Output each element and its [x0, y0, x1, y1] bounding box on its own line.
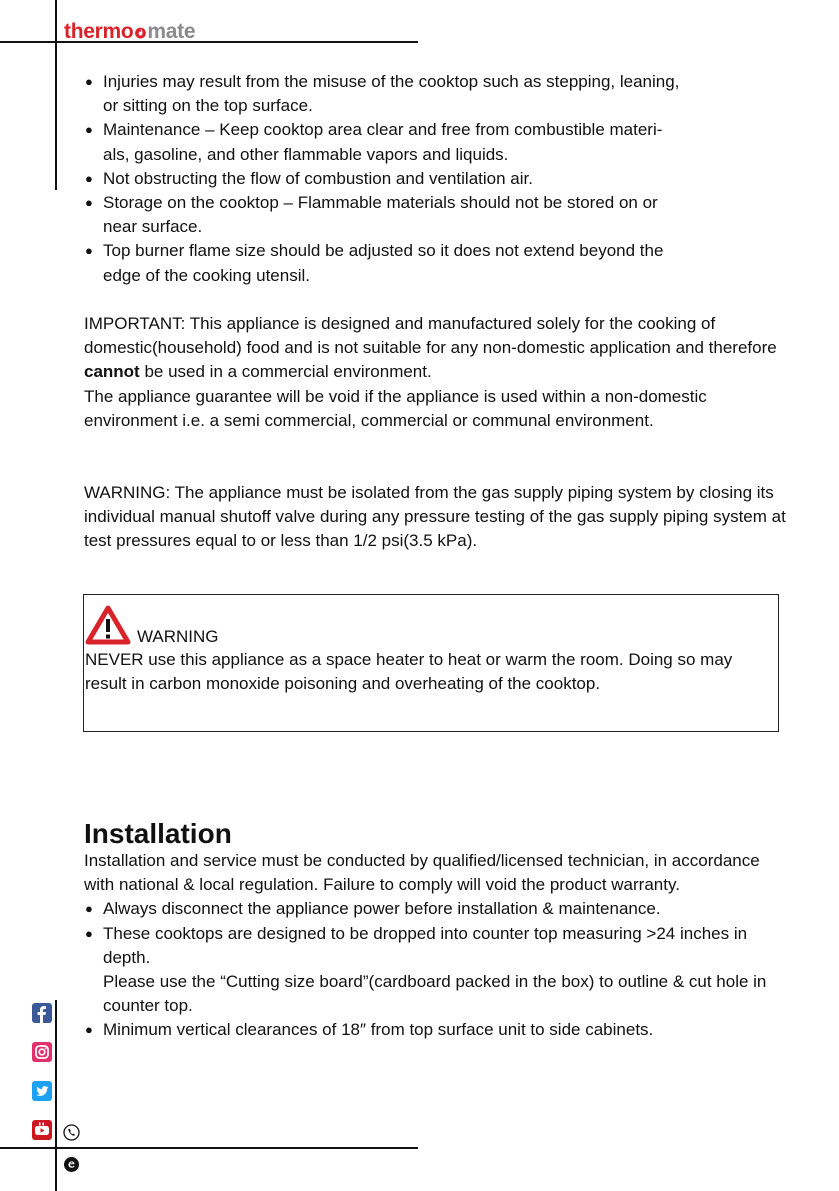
guarantee-text: The appliance guarantee will be void if the appliance is used within a non-domestic environment i.e. a semi commercial, commercial or communal environment. [84, 386, 707, 430]
phone-icon[interactable] [63, 1124, 80, 1141]
installation-intro: Installation and service must be conducted by qualified/licensed technician, in accordance with national & local regulation. Failure to comply will void the product warranty. [84, 851, 760, 895]
important-text: IMPORTANT: This appliance is designed and manufactured solely for the cooking of domestic(household) food and is not suitable for any non-domestic application and therefore [84, 314, 777, 358]
footer-rule [0, 1147, 418, 1149]
left-border-line-bottom [55, 1000, 57, 1191]
instagram-icon[interactable] [32, 1042, 52, 1062]
left-border-line [55, 0, 57, 190]
important-notice: IMPORTANT: This appliance is designed and manufactured solely for the cooking of domestic(household) food and is not suitable for any non-domestic application and therefore cannot be used in a commercial environment. The appliance guarantee will be void if the appliance is used within a non-domestic environment i.e. a semi commercial, commercial or communal environment. [84, 312, 788, 433]
warning-text: NEVER use this appliance as a space heater to heat or warm the room. Doing so may result in carbon monoxide poisoning and overheating of the cooktop. [85, 650, 733, 694]
list-item: ● Injuries may result from the misuse of the cooktop such as stepping, leaning, or sitting on the top surface. [84, 70, 788, 118]
web-icon[interactable] [63, 1156, 80, 1173]
list-item: ● Not obstructing the flow of combustion and ventilation air. [84, 167, 788, 191]
list-item: ● These cooktops are designed to be dropped into counter top measuring >24 inches in depth. Please use the “Cutting size board”(cardboard packed in the box) to outline & cut hole in counter top. [84, 922, 788, 1019]
installation-heading: Installation [84, 818, 232, 849]
warning-triangle-icon [85, 605, 131, 645]
gas-warning-paragraph: WARNING: The appliance must be isolated from the gas supply piping system by closing its individual manual shutoff valve during any pressure testing of the gas supply piping system at test pressures equal to or less than 1/2 psi(3.5 kPa). [84, 483, 786, 551]
brand-logo [64, 20, 195, 44]
list-item: ● Storage on the cooktop – Flammable materials should not be stored on or near surface. [84, 191, 788, 239]
list-item: ● Top burner flame size should be adjusted so it does not extend beyond the edge of the cooking utensil. [84, 239, 788, 287]
header-rule [0, 41, 418, 43]
important-bold-word: cannot [84, 362, 140, 382]
facebook-icon[interactable] [32, 1003, 52, 1023]
brand-name-part1: thermo [64, 20, 134, 43]
twitter-icon[interactable] [32, 1081, 52, 1101]
brand-name-part2: mate [147, 20, 196, 43]
safety-bullets [84, 70, 788, 288]
cutting-board-note: Please use the “Cutting size board”(cardboard packed in the box) to outline & cut hole in counter top. [103, 972, 767, 1016]
warning-label: WARNING [137, 627, 219, 646]
list-item: ● Always disconnect the appliance power before installation & maintenance. [84, 897, 788, 921]
youtube-icon[interactable] [32, 1120, 52, 1140]
list-item: ● Maintenance – Keep cooktop area clear and free from combustible materi- als, gasoline, and other flammable vapors and liquids. [84, 118, 788, 166]
warning-box [83, 594, 779, 732]
list-item: ● Minimum vertical clearances of 18″ from top surface unit to side cabinets. [84, 1018, 788, 1042]
installation-section [84, 849, 788, 1043]
flame-icon [134, 26, 147, 39]
